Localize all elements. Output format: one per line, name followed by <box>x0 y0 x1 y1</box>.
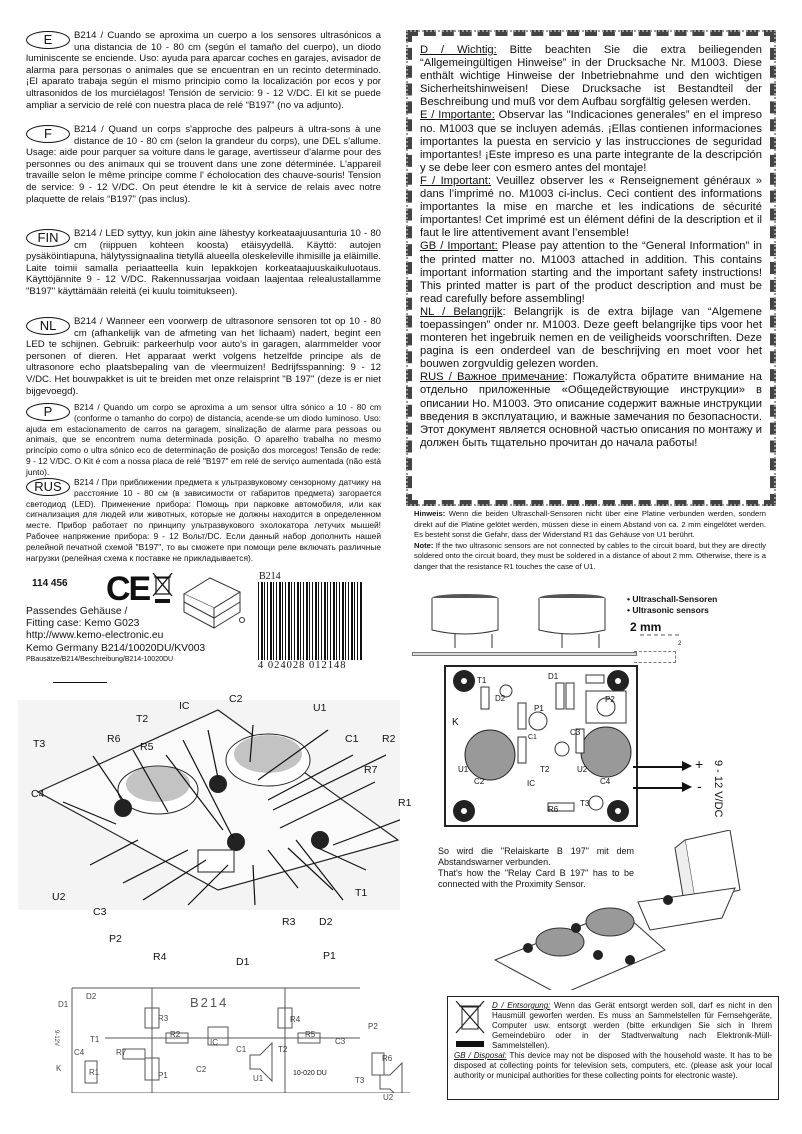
callout-c3: C3 <box>93 906 107 918</box>
language-badge: NL <box>26 317 70 335</box>
pcb-label-c1: C1 <box>528 734 537 741</box>
lang-block-fr <box>26 124 381 205</box>
schematic-label-c4: C4 <box>74 1048 85 1057</box>
sensor-hint <box>414 509 766 573</box>
schematic-label-p2: P2 <box>368 1022 378 1031</box>
pcb-label-u1: U1 <box>458 765 469 774</box>
schematic-code: 10-020 DU <box>293 1070 327 1077</box>
callout-d1: D1 <box>236 956 250 968</box>
notice-gb <box>420 240 762 305</box>
callout-p2: P2 <box>109 933 122 945</box>
callout-t3: T3 <box>33 738 46 750</box>
callout-r2: R2 <box>382 733 396 745</box>
schematic-label-r1: R1 <box>89 1068 100 1077</box>
callout-t2: T2 <box>136 713 149 725</box>
callout-r6: R6 <box>107 733 121 745</box>
pcb-label-t1: T1 <box>477 676 487 685</box>
schematic-label-t2: T2 <box>278 1045 288 1054</box>
pcb-label-k: K <box>452 717 459 728</box>
schematic-label-c3: C3 <box>335 1037 346 1046</box>
language-badge: RUS <box>26 478 70 496</box>
schematic-label-d1: D1 <box>58 1000 69 1009</box>
schematic-label-r7: R7 <box>116 1048 127 1057</box>
callout-c1: C1 <box>345 733 359 745</box>
website-link[interactable]: http://www.kemo-electronic.eu <box>26 630 164 642</box>
legend-de: Ultraschall-Sensoren <box>632 594 718 604</box>
barcode-label: B214 <box>259 571 281 582</box>
company-line: Kemo Germany B214/10020DU/KV003 <box>26 642 206 654</box>
pcb-label-d2: D2 <box>495 694 506 703</box>
plus-lead <box>633 766 685 768</box>
schematic-label-d2: D2 <box>86 992 97 1001</box>
notice-text: Veuillez observer les « Renseignement généraux » dans l’imprimé no. M1003 ci-inclus. Ceci contient des informations importantes la mise en marche et les indications de sécurité importantes! Cet imprimé est un élément défini de la description et il faut le lire attentivement avant l’ensemble! <box>420 174 762 240</box>
language-badge: F <box>26 125 70 143</box>
weee-bin-icon <box>152 572 174 604</box>
lang-block-pt <box>26 402 381 478</box>
minus-lead <box>633 787 685 789</box>
case-line-1: Passendes Gehäuse / <box>26 606 128 617</box>
pcb-label-t3: T3 <box>580 799 590 808</box>
callout-d2: D2 <box>319 916 333 928</box>
hint-label-de: Hinweis: <box>414 509 446 518</box>
relay-text-en: That's how the "Relay Card B 197" has to be connected with the Proximity Sensor. <box>438 868 634 889</box>
notice-nl <box>420 306 762 371</box>
disposal-de <box>454 1001 772 1051</box>
pcb-label-r6: R6 <box>548 805 559 814</box>
disposal-text-gb: This device may not be disposed with the household waste. It has to be disposed at collecting points for television sets, computers, etc. (please ask your local authority or municipal authorities for these collecting points for electronic waste). <box>454 1051 772 1080</box>
language-badge: FIN <box>26 229 70 247</box>
voltage-label: 9 - 12 V/DC <box>712 760 724 818</box>
relay-card-illustration <box>490 830 770 990</box>
notice-text: Observar las "Indicaciones generales” en el impreso no. M1003 que se incluyen además. ¡Ellas contienen informaciones importantes la puesta en servicio y las instrucciones de seguridad importantes! ¡Este impreso es una parte integrante de la descripción y se debe leer con esmero antes del montaje! <box>420 109 762 174</box>
notice-fr <box>420 175 762 240</box>
schematic-label-r2: R2 <box>170 1030 181 1039</box>
pcb-label-ic: IC <box>527 779 535 788</box>
hint-text-en: If the two ultrasonic sensors are not connected by cables to the circuit board, but they are directly soldered onto the circuit board, they must be soldered in a distance of about 2 mm. Otherwise, there is a danger that the resistance R1 touches the case of U1. <box>414 540 766 571</box>
callout-c4: C4 <box>31 788 45 800</box>
product-info <box>26 606 205 664</box>
notice-heading: RUS / Важное примечание <box>420 371 565 384</box>
minus-terminal-label: - <box>697 778 702 794</box>
schematic-label-r5: R5 <box>305 1030 316 1039</box>
assembly-illustration <box>18 700 400 910</box>
relay-text-de: So wird die "Relaiskarte B 197" mit dem Abstandswarner verbunden. <box>438 846 634 867</box>
lang-text: B214 / Cuando se aproxima un cuerpo a los sensores ultrasónicos a una distancia de 10 - 80 cm (según el tamaño del cuerpo), un diodo luminiscente se enciende. Uso: ayuda para aparcar coches en garajes, avisador de alarma para personas o animales que se encuentran en un recinto determinado. ¡El aparato trabaja según el mismo principio como la localización por ecos y por ultrasonidos de los murciélagos! Tensión de servicio: 9 - 12 V/DC. El kit se puede ampliar a servicio de relé con nuestra placa de relé “B197” (no va adjunto). <box>26 30 381 111</box>
schematic-label-ic: IC <box>210 1038 218 1047</box>
callout-r7: R7 <box>364 764 378 776</box>
schematic-voltage: 9-12V <box>53 1029 60 1047</box>
pcb-label-c3: C3 <box>570 728 581 737</box>
callout-r1: R1 <box>398 797 412 809</box>
schematic-label-k: K <box>56 1064 62 1073</box>
schematic-label-u1: U1 <box>253 1074 264 1083</box>
pcb-label-t2: T2 <box>540 765 550 774</box>
legend-en: Ultrasonic sensors <box>632 605 709 615</box>
gap-dimension <box>634 651 676 663</box>
barcode-number: 4 024028 012148 <box>258 660 362 671</box>
plus-terminal-label: + <box>695 756 704 772</box>
callout-c2: C2 <box>229 693 243 705</box>
ce-mark: CE <box>106 570 150 608</box>
hint-label-en: Note: <box>414 540 434 550</box>
gap-label: 2 mm <box>630 620 662 634</box>
notice-heading: D / Wichtig: <box>420 44 497 56</box>
schematic-label-r4: R4 <box>290 1015 301 1024</box>
callout-p1: P1 <box>323 950 336 962</box>
notice-es <box>420 109 762 174</box>
lang-block-nl <box>26 316 381 397</box>
disposal-gb <box>454 1051 772 1081</box>
case-line-2: Fitting case: Kemo G023 <box>26 618 140 630</box>
barcode <box>258 582 362 660</box>
callout-u1: U1 <box>313 702 327 714</box>
disposal-heading-gb: GB / Disposal: <box>454 1051 507 1060</box>
lang-text: B214 / При приближении предмета к ультразвуковому сензорному датчику на расстояние 10 - 80 см (в зависимости от габаритов предмета) загорается светодиод (LED). Применение прибора: Помощь при парковке автомобиля, или как сигнализация для людей или животных, которые не должны находится в определенном месте. Прибор работает по принципу ультразвукового эхолокатора летучих мышей! Рабочее напряжение прибора: 9 - 12 Вольт/DC. Если данный набор дополнить нашей релейной печатной схемой "B197", то вы сможете при помощи реле включать различные нагрузки (релейная схема к поставке не прикладывается). <box>26 477 381 563</box>
callout-r5: R5 <box>140 741 154 753</box>
pcb-label-u2: U2 <box>577 765 588 774</box>
disposal-heading-de: D / Entsorgung: <box>492 1001 551 1010</box>
gap-small-label: 2 <box>678 641 682 647</box>
pcb-label-p2: P2 <box>605 695 615 704</box>
schematic-title: B214 <box>190 995 229 1010</box>
arrow-plus-icon <box>682 761 692 771</box>
lang-block-ru <box>26 477 381 563</box>
divider <box>53 682 107 683</box>
notice-text: : Belangrijk is de extra bijlage van “Algemene toepassingen” onder nr. M1003. Deze geeft belangrijke tips voor het monteren het ingebruik nemen en de veiligheids voorschriften. Deze pagina is een onderdeel van de beschrijving en moet voor het bouwen zorgvuldig gelezen worden. <box>420 305 762 371</box>
schematic-label-c2: C2 <box>196 1065 207 1074</box>
callout-t1: T1 <box>355 887 368 899</box>
pcb-layout <box>444 665 638 827</box>
lang-block-es <box>26 30 381 111</box>
schematic-label-p1: P1 <box>158 1071 168 1080</box>
pcb-label-c2: C2 <box>474 777 485 786</box>
pcb-label-c4: C4 <box>600 777 611 786</box>
arrow-minus-icon <box>682 782 692 792</box>
hint-text-de: Wenn die beiden Ultraschall-Sensoren nicht über eine Platine verbunden werden, sondern direkt auf die Platine gelötet werden, müssen diese in einem Abstand von ca. 2 mm eingelötet werden. Es besteht sonst die Gefahr, dass der Widerstand R1 das Gehäuse von U1 berührt. <box>414 509 766 540</box>
disposal-notice <box>447 996 779 1100</box>
callout-u2: U2 <box>52 891 66 903</box>
notice-text: : Пожалуйста обратите внимание на отдельно приложенные «Общедействующие инструкции» в описании Но. M1003. Это описание содержит важные инструкции введения в эксплуатацию, и важные замечания по безопасности. Этот документ является основной частью описания по монтажу и должен быть тщательно прочитан до начала работы! <box>420 371 762 449</box>
notice-de <box>420 44 762 109</box>
important-notice-box <box>406 30 776 506</box>
disposal-text-de: Wenn das Gerät entsorgt werden soll, darf es nicht in den Hausmüll geworfen werden. Es muss an Sammelstellen für Fernsehgeräte, Computer usw. entsorgt werden (bitte erkundigen Sie sich in Ihrem Gemeindebüro oder in der Stadtverwaltung nach Elektronik-Müll-Sammelstellen). <box>492 1001 772 1050</box>
notice-text: Please pay attention to the “General Information” in the printed matter no. M1003 attached in addition. This contains important information starting and the important safety instructions! This printed matter is part of the product description and must be read carefully before assembling! <box>420 240 762 305</box>
lang-text: B214 / LED syttyy, kun jokin aine lähestyy korkeataajuusanturia 10 - 80 cm (riippuen kohteen koosta) etäisyydellä. Käyttö: autojen pysäköintiapuna, hälytyssignaalina tietyllä alueella oleskeleville ihmisille ja eläimille. Laite toimii samalla periaatteella kuin lepakkojen korkeataajuuskaikuluotaus. Käyttöjännite 9 - 12 V/DC. Rakennussarjaa voidaan laajentaa relealustallamme "B197" käyttämään releitä (ei kuulu toimitukseen). <box>26 228 381 297</box>
notice-heading: GB / Important: <box>420 240 498 253</box>
callout-r4: R4 <box>153 951 167 963</box>
language-badge: E <box>26 31 70 49</box>
pcb-edge <box>412 652 637 656</box>
notice-text: Bitte beachten Sie die extra beiliegenden “Allgemeingültigen Hinweise” in der Drucksache Nr. M1003. Diese enthält wichtige Hinweise der Inbetriebnahme und den wichtigen Sicherheitshinweisen! Diese Drucksache ist Bestandteil der Beschreibung und muß vor dem Aufbau sorgfältig gelesen werden. <box>420 44 762 109</box>
pcb-label-p1: P1 <box>534 704 544 713</box>
schematic-label-u2: U2 <box>383 1093 394 1102</box>
notice-ru <box>420 371 762 450</box>
notice-heading: F / Important: <box>420 174 491 187</box>
notice-heading: E / Importante: <box>420 109 495 122</box>
file-path: PBausätze/B214/Beschreibung/B214-10020DU <box>26 655 174 663</box>
callout-ic: IC <box>179 700 190 712</box>
notice-heading: NL / Belangrijk <box>420 305 503 318</box>
lang-text: B214 / Quando um corpo se aproxima a um sensor ultra sónico a 10 - 80 cm (conforme o tamanho do corpo) de distancia, acende-se um diodo luminoso. Uso: ajuda em estacionamento de carros na garagem, sinalização de alarme para pessoas ou animais, que se encontrem numa determinada posição. O aparelho trabalha no mesmo princípio como o ultra sónico eco de determinação de posição dos morcegos! Tensão de rede: 9 - 12 V/DC. O Kit é com a nossa placa de relé "B197" em relé de serviço aumentada (não está junto). <box>26 402 381 477</box>
lang-text: B214 / Quand un corps s'approche des palpeurs à ultra-sons à une distance de 10 - 80 cm (selon la grandeur du corps), une DEL s'allume. Usage: aide pour parquer sa voiture dans le garage, avertisseur d'alarme pour des personnes ou des animaux qui se trouvent dans une zone déterminée. L'appareil travaille selon le même principe comme l' écholocation des chauve-souris! Tension de service: 9 - 12 V/DC. On peut étendre le kit à service de relais avec notre plaquette de relais “B197” (pas inclus). <box>26 124 381 205</box>
schematic-label-t3: T3 <box>355 1076 365 1085</box>
callout-r3: R3 <box>282 916 296 928</box>
schematic-label-t1: T1 <box>90 1035 100 1044</box>
article-number: 114 456 <box>32 578 68 589</box>
lang-block-fin <box>26 228 381 298</box>
schematic-label-c1: C1 <box>236 1045 247 1054</box>
schematic-label-r6: R6 <box>382 1054 393 1063</box>
schematic-label-r3: R3 <box>158 1014 169 1023</box>
lang-text: B214 / Wanneer een voorwerp de ultrasonore sensoren tot op 10 - 80 cm (afhankelijk van de afmeting van het lichaam) nadert, begint een LED te schijnen. Gebruik: parkeerhulp voor auto's in garagen, alarmmelder voor personen of dieren. Het apparaat werkt volgens hetzelfde principe als de ultrasonore echo plaatsbepaling van de vleermuizen! Bedrijfsspanning: 9 - 12 V/DC. Het bouwpakket is uit te breiden met onze relaisprint "B 197" (deze is er niet bijgevoegd). <box>26 316 381 397</box>
weee-crossed-bin-icon <box>454 1001 486 1051</box>
sensor-legend: • Ultraschall-Sensoren • Ultrasonic sensors <box>627 594 718 615</box>
pcb-label-d1: D1 <box>548 672 559 681</box>
language-badge: P <box>26 403 70 421</box>
